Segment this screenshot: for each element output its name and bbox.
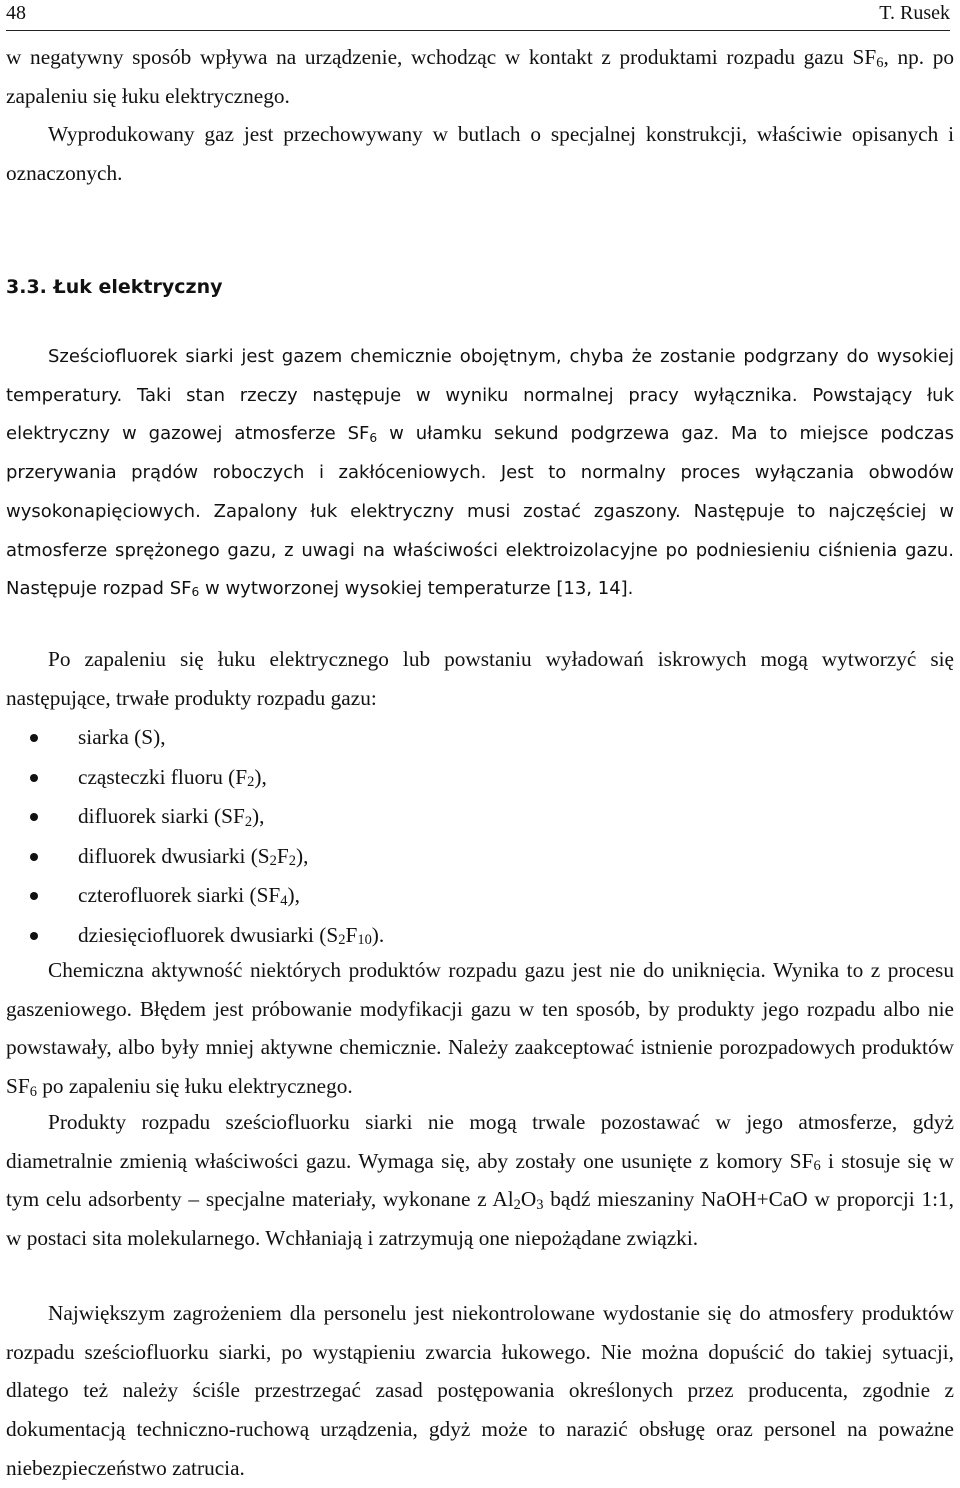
bullet-icon [30,734,38,742]
section-title: Łuk elektryczny [53,276,223,298]
paragraph-4: Produkty rozpadu sześciofluorku siarki nie mogą trwale pozostawać w jego atmosferze, gdyż diametralnie zmienią właściwości gazu. Wymaga się, aby zostały one usunięte z komory SF6 i stosuje się w tym celu adsorbenty – specjalne materiały, wykonane z Al2O3 bądź mieszaniny NaOH+CaO w proporcji 1:1, w postaci sita molekularnego. Wchłaniają i zatrzymują one niepożądane związki. [6,1110,954,1251]
adsorbent-paragraph [6,1103,954,1258]
bullet-icon [30,774,38,782]
bullet-icon [30,813,38,821]
list-item: difluorek siarki (SF2), [6,797,954,837]
products-list [6,718,954,955]
arc-paragraph [6,338,954,609]
bullet-icon [30,853,38,861]
paragraph-3: Chemiczna aktywność niektórych produktów rozpadu gazu jest nie do uniknięcia. Wynika to z procesu gaszeniowego. Błędem jest próbowanie modyfikacji gazu w ten sposób, by produkty jego rozpadu albo nie powstawały, albo były mniej aktywne chemicznie. Należy zaakceptować istnienie porozpadowych produktów SF6 po zapaleniu się łuku elektrycznego. [6,958,954,1100]
intro-text-1: w negatywny sposób wpływa na urządzenie, wchodząc w kontakt z produktami rozpadu gazu [6,45,844,69]
hazard-paragraph [6,1294,954,1488]
paragraph-1: Sześciofluorek siarki jest gazem chemicznie obojętnym, chyba że zostanie podgrzany do wysokiej temperatury. Taki stan rzeczy następuje w wyniku normalnej pracy wyłącznika. Powstający łuk elektryczny w gazowej atmosferze SF6 w ułamku sekund podgrzewa gaz. Ma to miejsce podczas przerywania prądów roboczych i zakłóceniowych. Jest to normalny proces wyłączania obwodów wysokonapięciowych. Zapalony łuk elektryczny musi zostać zgaszony. Następuje to najczęściej w atmosferze sprężonego gazu, z uwagi na właściwości elektroizolacyjne po podniesieniu ciśnienia gazu. Następuje rozpad SF6 w wytworzonej wysokiej temperaturze [13, 14]. [6,346,954,600]
page-number: 48 [6,2,26,24]
intro-text-1b: SF6, np. po zapaleniu się łuku elektrycznego. [6,45,955,108]
section-number: 3.3. [6,276,47,298]
page-header [6,2,950,31]
bullet-icon [30,932,38,940]
list-item: dziesięciofluorek dwusiarki (S2F10). [6,916,954,956]
bullet-icon [30,892,38,900]
list-item: difluorek dwusiarki (S2F2), [6,837,954,877]
intro-paragraph [6,38,954,115]
list-item: cząsteczki fluoru (F2), [6,758,954,798]
list-item: czterofluorek siarki (SF4), [6,876,954,916]
products-intro [6,640,954,717]
list-item: siarka (S), [6,718,954,758]
intro-paragraph-2: Wyprodukowany gaz jest przechowywany w butlach o specjalnej konstrukcji, właściwie opisanych i oznaczonych. [6,122,954,186]
intro-block [6,38,954,193]
paragraph-2: Po zapaleniu się łuku elektrycznego lub powstaniu wyładowań iskrowych mogą wytworzyć się następujące, trwałe produkty rozpadu gazu: [6,647,954,710]
chemistry-paragraph [6,951,954,1106]
section-heading [6,276,222,298]
running-head: T. Rusek [879,2,950,24]
paragraph-5: Największym zagrożeniem dla personelu jest niekontrolowane wydostanie się do atmosfery produktów rozpadu sześciofluorku siarki, po wystąpieniu zwarcia łukowego. Nie można dopuścić do takiej sytuacji, dlatego też należy ściśle przestrzegać zasad postępowania określonych przez producenta, zgodnie z dokumentacją techniczno-ruchową urządzenia, gdyż może to narazić obsługę oraz personel na poważne niebezpieczeństwo zatrucia. [6,1301,954,1480]
